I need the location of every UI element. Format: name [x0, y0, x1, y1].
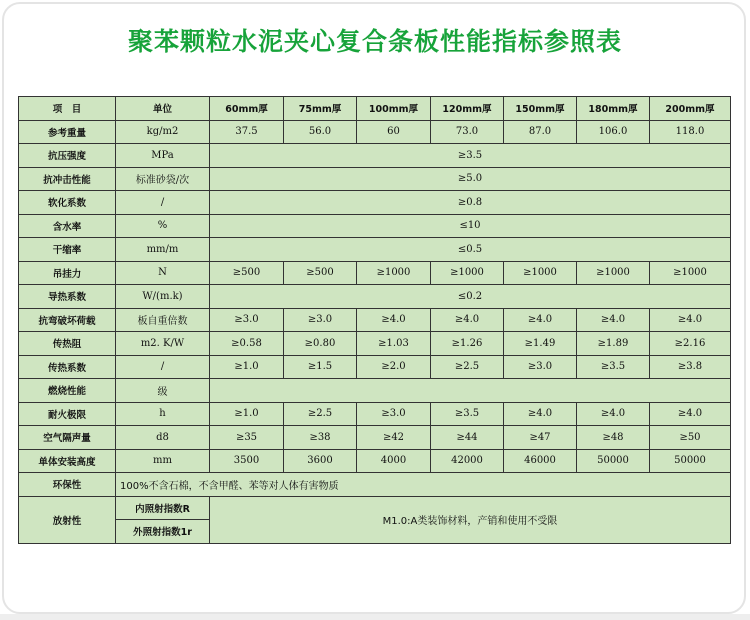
row-value: ≥3.0: [284, 308, 357, 332]
header-unit: 单位: [116, 97, 210, 121]
header-thickness: 150mm厚: [504, 97, 577, 121]
header-thickness: 60mm厚: [210, 97, 284, 121]
table-row: [19, 379, 731, 403]
header-item: 项 目: [19, 97, 116, 121]
row-label: 抗冲击性能: [19, 167, 116, 191]
row-value: ≥1.5: [284, 355, 357, 379]
row-value: ≥3.0: [357, 402, 431, 426]
table-row: [19, 214, 731, 238]
table-row: [19, 167, 731, 191]
row-value: ≥1000: [431, 261, 504, 285]
row-value: ≥0.58: [210, 332, 284, 356]
table-row: [19, 144, 731, 168]
row-value: ≥1000: [357, 261, 431, 285]
row-value: ≥47: [504, 426, 577, 450]
table-row: [19, 238, 731, 262]
row-unit: kg/m2: [116, 120, 210, 144]
row-merged-value: ≥0.8: [210, 191, 731, 215]
row-value: ≥38: [284, 426, 357, 450]
row-value: 106.0: [577, 120, 650, 144]
row-label: 参考重量: [19, 120, 116, 144]
row-value: 118.0: [650, 120, 731, 144]
row-value: ≥1.0: [210, 355, 284, 379]
row-merged-value: ≥5.0: [210, 167, 731, 191]
row-value: ≥500: [210, 261, 284, 285]
row-value: ≥42: [357, 426, 431, 450]
row-merged-value: ≤0.5: [210, 238, 731, 262]
row-value: ≥3.5: [431, 402, 504, 426]
row-value: 3600: [284, 449, 357, 473]
row-unit: mm/m: [116, 238, 210, 262]
row-label: 吊挂力: [19, 261, 116, 285]
radiation-text: M1.0:A类装饰材料，产销和使用不受限: [210, 496, 731, 543]
row-unit: %: [116, 214, 210, 238]
row-value: ≥1000: [577, 261, 650, 285]
row-unit: /: [116, 191, 210, 215]
row-unit: W/(m.k): [116, 285, 210, 309]
row-value: ≥4.0: [577, 308, 650, 332]
row-value: ≥35: [210, 426, 284, 450]
header-thickness: 200mm厚: [650, 97, 731, 121]
row-label: 导热系数: [19, 285, 116, 309]
row-value: ≥3.8: [650, 355, 731, 379]
row-label: 单体安装高度: [19, 449, 116, 473]
row-label: 耐火极限: [19, 402, 116, 426]
row-label: 空气隔声量: [19, 426, 116, 450]
table-row: [19, 355, 731, 379]
row-value: ≥1.0: [210, 402, 284, 426]
row-value: 37.5: [210, 120, 284, 144]
table-row: [19, 191, 731, 215]
environmental-text: 100%不含石棉，不含甲醛、苯等对人体有害物质: [116, 473, 731, 497]
row-value: 42000: [431, 449, 504, 473]
row-value: ≥3.5: [577, 355, 650, 379]
row-unit: N: [116, 261, 210, 285]
row-unit: m2. K/W: [116, 332, 210, 356]
table-row: [19, 308, 731, 332]
row-value: 50000: [650, 449, 731, 473]
row-value: ≥3.0: [504, 355, 577, 379]
row-value: ≥1.89: [577, 332, 650, 356]
header-thickness: 100mm厚: [357, 97, 431, 121]
row-label: 软化系数: [19, 191, 116, 215]
row-value: ≥2.16: [650, 332, 731, 356]
row-value: ≥1000: [650, 261, 731, 285]
table-row: [19, 285, 731, 309]
row-label: 抗压强度: [19, 144, 116, 168]
row-value: ≥4.0: [504, 402, 577, 426]
row-value: 73.0: [431, 120, 504, 144]
row-unit: 级: [116, 379, 210, 403]
row-merged-value: [210, 379, 731, 403]
row-value: ≥44: [431, 426, 504, 450]
header-thickness: 120mm厚: [431, 97, 504, 121]
row-label: 含水率: [19, 214, 116, 238]
row-value: ≥1000: [504, 261, 577, 285]
bottom-bar: [0, 614, 750, 620]
row-value: 60: [357, 120, 431, 144]
row-value: ≥4.0: [650, 402, 731, 426]
radiation-internal: 内照射指数R: [116, 496, 210, 520]
row-value: 4000: [357, 449, 431, 473]
header-thickness: 180mm厚: [577, 97, 650, 121]
row-label: 传热阻: [19, 332, 116, 356]
row-merged-value: ≤10: [210, 214, 731, 238]
row-unit: /: [116, 355, 210, 379]
row-value: ≥2.5: [284, 402, 357, 426]
table-row: [19, 449, 731, 473]
row-value: ≥1.49: [504, 332, 577, 356]
row-unit: 标准砂袋/次: [116, 167, 210, 191]
spec-table: [18, 96, 731, 544]
row-value: ≥2.5: [431, 355, 504, 379]
row-value: ≥1.26: [431, 332, 504, 356]
row-unit: 板自重倍数: [116, 308, 210, 332]
row-value: ≥48: [577, 426, 650, 450]
row-value: 50000: [577, 449, 650, 473]
row-unit: h: [116, 402, 210, 426]
radiation-label: 放射性: [19, 496, 116, 543]
table-row: [19, 402, 731, 426]
row-merged-value: ≤0.2: [210, 285, 731, 309]
row-value: ≥4.0: [504, 308, 577, 332]
row-value: ≥4.0: [357, 308, 431, 332]
row-value: ≥0.80: [284, 332, 357, 356]
header-thickness: 75mm厚: [284, 97, 357, 121]
row-value: ≥3.0: [210, 308, 284, 332]
row-value: 3500: [210, 449, 284, 473]
environmental-row: [19, 473, 731, 497]
row-value: 56.0: [284, 120, 357, 144]
environmental-label: 环保性: [19, 473, 116, 497]
row-label: 传热系数: [19, 355, 116, 379]
row-value: ≥1.03: [357, 332, 431, 356]
row-unit: d8: [116, 426, 210, 450]
row-value: ≥2.0: [357, 355, 431, 379]
header-row: [19, 97, 731, 121]
row-merged-value: ≥3.5: [210, 144, 731, 168]
table-row: [19, 332, 731, 356]
row-value: ≥4.0: [577, 402, 650, 426]
row-value: 87.0: [504, 120, 577, 144]
row-value: ≥4.0: [650, 308, 731, 332]
radiation-external: 外照射指数1r: [116, 520, 210, 544]
row-unit: MPa: [116, 144, 210, 168]
row-label: 干缩率: [19, 238, 116, 262]
table-row: [19, 261, 731, 285]
table-row: [19, 426, 731, 450]
table-row: [19, 120, 731, 144]
row-label: 燃烧性能: [19, 379, 116, 403]
row-value: ≥500: [284, 261, 357, 285]
row-unit: mm: [116, 449, 210, 473]
row-value: ≥4.0: [431, 308, 504, 332]
radiation-row: [19, 496, 731, 520]
row-label: 抗弯破坏荷载: [19, 308, 116, 332]
row-value: ≥50: [650, 426, 731, 450]
row-value: 46000: [504, 449, 577, 473]
page-title: 聚苯颗粒水泥夹心复合条板性能指标参照表: [127, 27, 622, 56]
